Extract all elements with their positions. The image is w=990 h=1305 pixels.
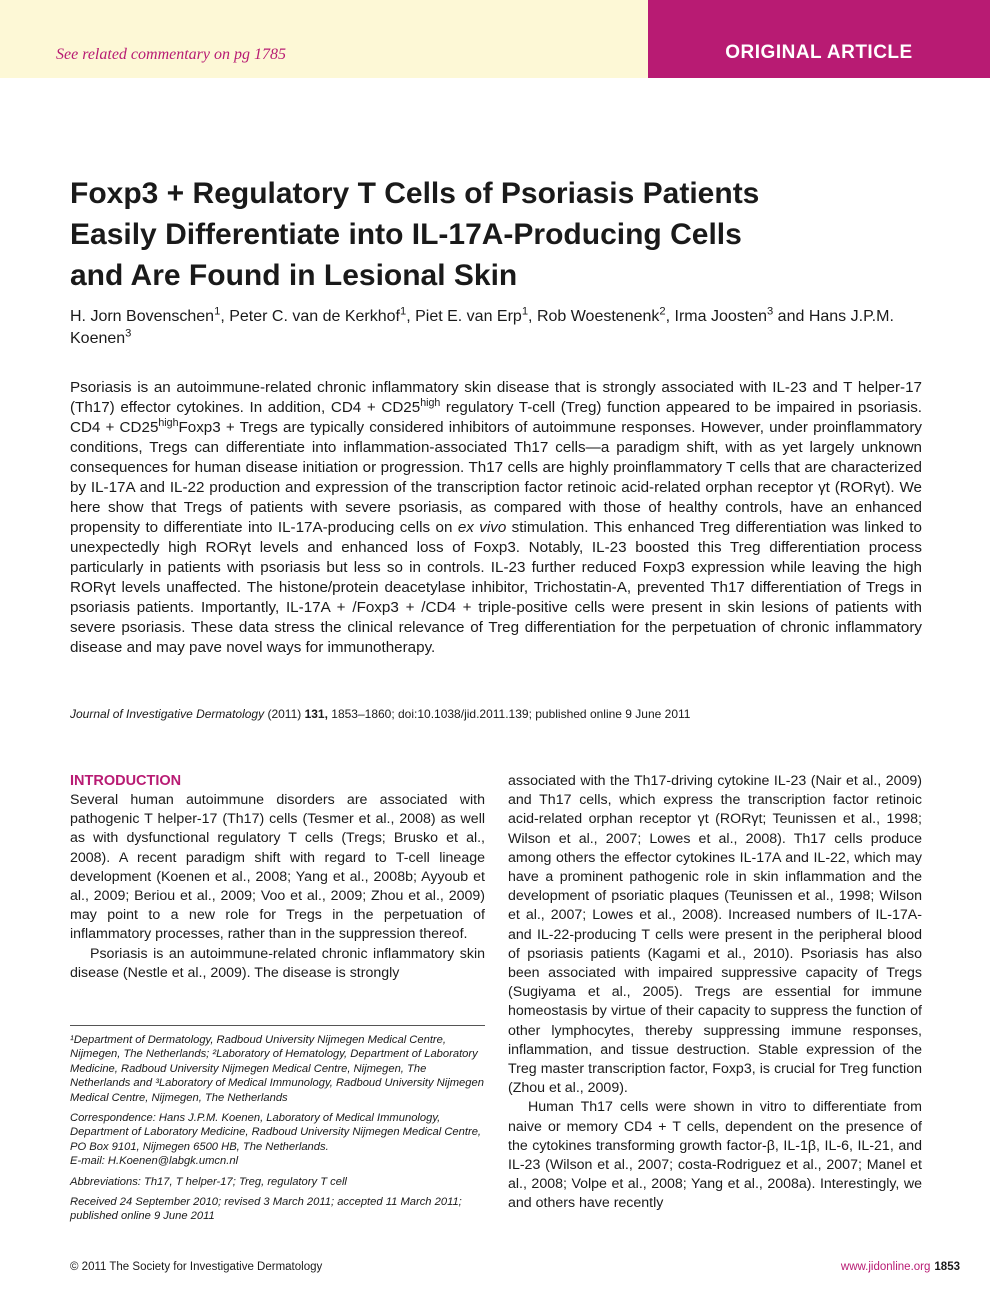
- article-type-label: ORIGINAL ARTICLE: [725, 42, 913, 63]
- body-paragraph: Several human autoimmune disorders are associated with pathogenic T helper-17 (Th17) cells (Tesmer et al., 2008) as well as with dysfunctional regulatory T cells (Tregs; Brusko et al., 2008). A recent paradigm shift with regard to T-cell lineage development (Koenen et al., 2008; Yang et al., 2008b; Ayyoub et al., 2009; Beriou et al., 2009; Voo et al., 2009; Zhou et al., 2009) may point to a new role for Tregs in the perpetuation of inflammatory processes, rather than in the suppression thereof.: [70, 792, 485, 943]
- affiliation-mark: 3: [125, 327, 132, 340]
- title-line: Easily Differentiate into IL-17A-Producing Cells: [70, 218, 742, 251]
- journal-url-link[interactable]: www.jidonline.org: [840, 1261, 931, 1273]
- author-name: , Peter C. van de Kerkhof: [220, 308, 400, 325]
- footnote-divider: [70, 1025, 485, 1026]
- page-footer-right: [841, 1261, 960, 1273]
- dates-note: Received 24 September 2010; revised 3 March 2011; accepted 11 March 2011; published online 9 June 2011: [70, 1196, 462, 1223]
- correspondence-text: Correspondence: Hans J.P.M. Koenen, Laboratory of Medical Immunology, Department of Laboratory Medicine, Radboud University Nijmegen Medical Centre, PO Box 9101, Nijmegen 6500 HB, The Netherlands.: [70, 1112, 482, 1153]
- author-name: and Hans J.P.M. Koenen: [70, 308, 894, 347]
- affiliation-mark: 1: [214, 305, 221, 318]
- author-name: , Rob Woestenenk: [528, 308, 660, 325]
- abbreviations-note: Abbreviations: Th17, T helper-17; Treg, regulatory T cell: [70, 1175, 347, 1188]
- footnotes: [70, 1033, 485, 1230]
- article-type-banner: [648, 0, 990, 78]
- abstract: [70, 378, 922, 658]
- superscript: high: [158, 416, 179, 429]
- superscript: high: [420, 396, 441, 409]
- body-paragraph: Human Th17 cells were shown in vitro to differentiate from naive or memory CD4 + T cells, dependent on the presence of the cytokines transforming growth factor-β, IL-1β, IL-6, IL-21, and IL-23 (Wilson et al., 2007; costa-Rodriguez et al., 2007; Manel et al., 2008; Volpe et al., 2008; Yang et al., 2008a). Interestingly, we and others have recently: [508, 1099, 922, 1212]
- section-heading: INTRODUCTION: [70, 773, 182, 789]
- citation-details: 1853–1860; doi:10.1038/jid.2011.139; published online 9 June 2011: [327, 707, 691, 721]
- abstract-paragraph: [70, 378, 922, 658]
- page-number: 1853: [934, 1261, 960, 1273]
- abstract-text: Psoriasis is an autoimmune-related chronic inflammatory skin disease that is strongly associated with IL-23 and T helper-17 (Th17) effector cytokines. In addition, CD4 + CD25: [70, 379, 922, 416]
- author-name: , Piet E. van Erp: [406, 308, 522, 325]
- affiliation-mark: 2: [659, 305, 666, 318]
- correspondence-note: [70, 1111, 485, 1169]
- right-column: [508, 772, 922, 1214]
- left-column: [70, 772, 485, 983]
- journal-name: Journal of Investigative Dermatology: [70, 707, 265, 721]
- citation-year: (2011): [264, 707, 305, 721]
- abstract-text: stimulation. This enhanced Treg differentiation was linked to unexpectedly high RORγt levels and enhanced loss of Foxp3. Notably, IL-23 boosted this Treg differentiation process particularly in patients with psoriasis but less so in controls. IL-23 further reduced Foxp3 expression while leaving the high RORγt levels unaffected. The histone/protein deacetylase inhibitor, Trichostatin-A, prevented Th17 differentiation of Tregs in psoriasis patients. Importantly, IL-17A + /Foxp3 + /CD4 + triple-positive cells were present in skin lesions of patients with severe psoriasis. These data stress the clinical relevance of Treg differentiation for the perpetuation of chronic inflammatory disease and may pave novel ways for immunotherapy.: [70, 519, 922, 656]
- title-line: Foxp3 + Regulatory T Cells of Psoriasis Patients: [70, 177, 760, 210]
- article-title: [70, 173, 890, 296]
- citation-volume: 131,: [304, 707, 328, 721]
- abstract-text: Foxp3 + Tregs are typically considered inhibitors of autoimmune responses. However, under proinflammatory conditions, Tregs can differentiate into inflammation-associated Th17 cells—a paradigm shift, with as yet largely unknown consequences for human disease initiation or progression. Th17 cells are highly proinflammatory T cells that are characterized by IL-17A and IL-22 production and expression of the transcription factor retinoic acid-related orphan receptor γt (RORγt). We here show that Tregs of patients with severe psoriasis, as compared with those of healthy controls, have an enhanced propensity to differentiate into IL-17A-producing cells on: [70, 419, 922, 536]
- body-paragraph: associated with the Th17-driving cytokine IL-23 (Nair et al., 2009) and Th17 cells, which express the transcription factor retinoic acid-related orphan receptor γt (RORγt; Teunissen et al., 1998; Wilson et al., 2007; Lowes et al., 2008). Th17 cells produce among others the effector cytokines IL-17A and IL-22, which may have a prominent pathogenic role in skin inflammation and the development of psoriatic plaques (Teunissen et al., 1998; Wilson et al., 2007; Lowes et al., 2008). Increased numbers of IL-17A- and IL-22-producing T cells were present in the peripheral blood of psoriasis patients (Kagami et al., 2010). Psoriasis has also been associated with impaired suppressive capacity of Tregs (Sugiyama et al., 2005). Tregs are essential for immune homeostasis by virtue of their capacity to suppress the function of other lymphocytes, thereby suppressing immune responses, inflammation, and tissue destruction. Stable expression of the Treg master transcription factor, Foxp3, is crucial for Treg function (Zhou et al., 2009).: [508, 773, 922, 1097]
- body-paragraph: Psoriasis is an autoimmune-related chronic inflammatory skin disease (Nestle et al., 2009). The disease is strongly: [70, 945, 485, 981]
- author-list: [70, 306, 910, 350]
- email-link[interactable]: E-mail: H.Koenen@labgk.umcn.nl: [70, 1155, 239, 1168]
- affiliations-note: ¹Department of Dermatology, Radboud University Nijmegen Medical Centre, Nijmegen, The Netherlands; ²Laboratory of Hematology, Department of Laboratory Medicine, Radboud University Nijmegen Medical Centre, Nijmegen, The Netherlands and ³Laboratory of Medical Immunology, Radboud University Nijmegen Medical Centre, Nijmegen, The Netherlands: [70, 1034, 484, 1104]
- title-line: and Are Found in Lesional Skin: [70, 259, 518, 292]
- affiliation-mark: 1: [399, 305, 407, 318]
- author-name: , Irma Joosten: [665, 308, 767, 325]
- abstract-italic: ex vivo: [457, 519, 507, 536]
- copyright-notice: © 2011 The Society for Investigative Dermatology: [70, 1261, 323, 1273]
- related-commentary-link[interactable]: See related commentary on pg 1785: [55, 46, 286, 63]
- citation-line: [70, 707, 930, 721]
- affiliation-mark: 1: [521, 305, 529, 318]
- affiliation-mark: 3: [767, 305, 774, 318]
- header-band: [0, 0, 648, 78]
- abstract-text: regulatory T-cell (Treg) function appeared to be impaired in psoriasis. CD4 + CD25: [70, 399, 923, 436]
- author-name: H. Jorn Bovenschen: [70, 308, 215, 325]
